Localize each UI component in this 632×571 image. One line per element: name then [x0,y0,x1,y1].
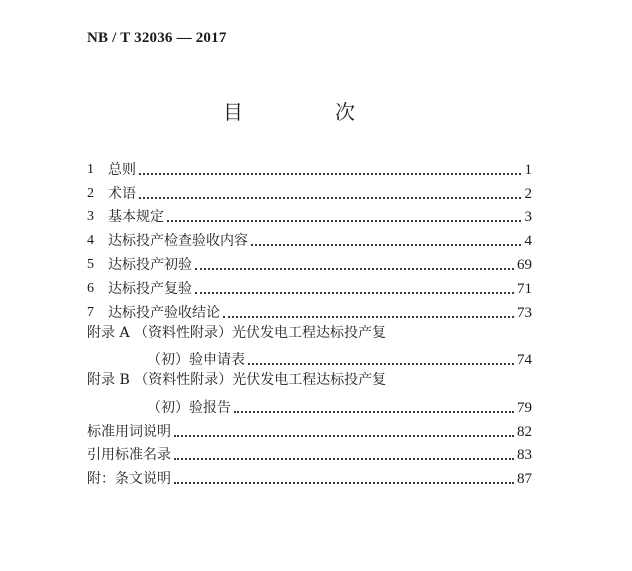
toc-appendix-title: 附录 B （资料性附录）光伏发电工程达标投产复 [87,372,387,389]
toc-entry-title: 总则 [108,161,136,178]
leader-dots [139,173,521,175]
toc-appendix-title-continued: （初）验报告 [147,399,231,416]
toc-title: 目 次 [223,100,391,124]
toc-entry-1[interactable] [87,156,532,180]
toc-entry-number: 2 [87,185,94,201]
toc-entry-page: 73 [517,304,532,321]
toc-entry-title: 术语 [108,185,136,202]
toc-entry-title: 附：条文说明 [87,471,171,488]
toc-entry-page: 2 [524,185,532,202]
toc-entry-page: 1 [524,161,532,178]
leader-dots [167,220,521,222]
toc-entry-5[interactable] [87,251,532,275]
toc-entry-title: 标准用词说明 [87,423,171,440]
toc-entry-title: 达标投产检查验收内容 [108,233,248,250]
toc-appendix-a[interactable] [87,323,532,347]
toc-entry-page: 83 [517,447,532,464]
toc-entry-explanation[interactable] [87,465,532,489]
leader-dots [195,268,514,270]
toc-entry-page: 82 [517,423,532,440]
toc-appendix-title: 附录 A （资料性附录）光伏发电工程达标投产复 [87,324,387,341]
toc-entry-title: 达标投产复验 [108,280,192,297]
toc-appendix-b[interactable] [87,370,532,394]
toc-entry-number: 6 [87,280,94,296]
toc-appendix-b-continued[interactable] [87,394,532,418]
toc-entry-terms[interactable] [87,418,532,442]
leader-dots [174,458,514,460]
toc-entry-page: 69 [517,256,532,273]
table-of-contents [87,156,532,489]
toc-entry-number: 5 [87,256,94,272]
toc-entry-title: 达标投产初验 [108,256,192,273]
toc-entry-page: 87 [517,471,532,488]
standard-code: NB / T 32036 — 2017 [87,30,227,46]
leader-dots [248,363,514,365]
leader-dots [174,482,514,484]
leader-dots [174,435,514,437]
toc-entry-references[interactable] [87,442,532,466]
toc-entry-3[interactable] [87,204,532,228]
toc-entry-title: 引用标准名录 [87,447,171,464]
toc-entry-number: 3 [87,209,94,225]
toc-entry-number: 4 [87,233,94,249]
toc-entry-title: 达标投产验收结论 [108,304,220,321]
toc-entry-page: 71 [517,280,532,297]
toc-entry-number: 1 [87,161,94,177]
leader-dots [139,197,521,199]
toc-appendix-title-continued: （初）验申请表 [147,352,245,369]
toc-appendix-a-continued[interactable] [87,346,532,370]
leader-dots [223,316,514,318]
leader-dots [195,292,514,294]
toc-entry-page: 3 [524,209,532,226]
leader-dots [251,244,521,246]
toc-entry-2[interactable] [87,180,532,204]
toc-entry-page: 74 [517,352,532,369]
toc-entry-page: 4 [524,233,532,250]
leader-dots [234,411,514,413]
toc-entry-page: 79 [517,399,532,416]
toc-entry-6[interactable] [87,275,532,299]
toc-entry-4[interactable] [87,227,532,251]
toc-entry-7[interactable] [87,299,532,323]
toc-entry-number: 7 [87,304,94,320]
toc-entry-title: 基本规定 [108,209,164,226]
